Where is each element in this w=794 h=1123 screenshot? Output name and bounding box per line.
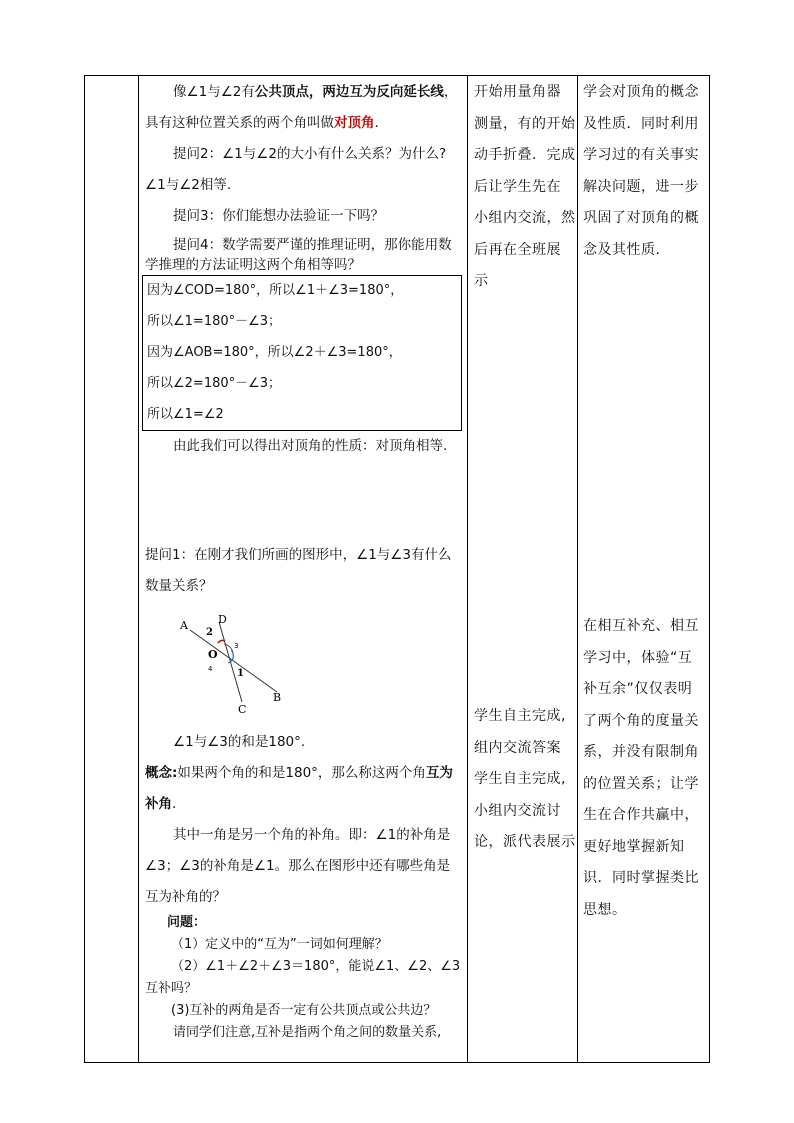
- design-intent-line: 的位置关系；让学: [583, 775, 699, 792]
- question-c: (3)互补的两角是否一定有公共顶点或公共边？: [171, 1003, 437, 1018]
- definition-text-2: 具有这种位置关系的两个角叫做: [145, 115, 334, 131]
- design-intent-line: 生在合作共赢中，: [583, 807, 699, 823]
- label-o: O: [208, 648, 218, 661]
- question-3: 提问3：你们能想办法验证一下吗？: [173, 208, 385, 224]
- proof-line-1: 因为∠COD=180°，所以∠1＋∠3=180°，: [147, 283, 404, 298]
- questions-label: 问题：: [167, 915, 207, 930]
- sum-statement: ∠1与∠3的和是180°.: [173, 734, 306, 750]
- column-divider-3: [577, 75, 578, 1063]
- table-right-border: [709, 75, 710, 1063]
- student-activity-line: 示: [474, 273, 489, 289]
- property-text: 由此我们可以得出对顶角的性质：对顶角相等.: [173, 438, 448, 454]
- vertical-angle-term: 对顶角: [334, 115, 375, 131]
- table-bottom-border: [84, 1062, 710, 1063]
- column-c-bottom: [583, 611, 707, 926]
- design-intent-line: 解决问题，进一步: [583, 178, 699, 195]
- student-activity-line: 动手折叠．完成: [474, 147, 576, 163]
- question-4-block: [145, 235, 463, 275]
- design-intent-line: 念及其性质．: [583, 241, 670, 258]
- design-intent-line: 系，并没有限制角: [583, 744, 699, 760]
- proof-line-2: 所以∠1=180°－∠3；: [147, 314, 282, 329]
- design-intent-line: 学会对顶角的概念: [583, 84, 699, 100]
- table-left-border: [84, 75, 85, 1063]
- concept-period: .: [172, 796, 177, 812]
- design-intent-line: 学习过的有关事实: [583, 147, 699, 163]
- property-block: [145, 436, 463, 456]
- column-b-bottom: [474, 701, 576, 859]
- label-c: C: [238, 703, 247, 716]
- column-b-top: [474, 77, 576, 298]
- complement-paragraph: 其中一角是另一个角的补角。即：∠1的补角是∠3；∠3的补角是∠1。那么在图形中还有哪些角是互为补角的？: [145, 827, 451, 905]
- definition-paragraph: [145, 77, 463, 139]
- design-intent-line: 巩固了对顶角的概: [583, 210, 699, 226]
- student-activity-line: 后再在全班展: [474, 241, 561, 258]
- column-a-top: [145, 77, 463, 232]
- student-activity-line: 后让学生先在: [474, 178, 561, 195]
- design-intent-line: 更好地掌握新知: [583, 838, 685, 855]
- label-d: D: [218, 613, 227, 626]
- concept-paragraph: [145, 758, 463, 820]
- definition-bold: 公共顶点，两边互为反向延长线: [254, 84, 444, 100]
- proof-line-5: 所以∠1=∠2: [147, 407, 224, 422]
- table-top-border: [84, 75, 710, 76]
- note: 请同学们注意,互补是指两个角之间的数量关系,: [173, 1025, 442, 1040]
- definition-comma: ，: [443, 84, 458, 100]
- proof-line-4: 所以∠2=180°－∠3；: [147, 376, 282, 391]
- questions-block: [145, 912, 465, 1044]
- design-intent-line: 学习中，体验“互: [583, 649, 693, 666]
- label-2: 2: [206, 627, 213, 638]
- label-4: 4: [208, 665, 213, 673]
- column-a-bottom: [145, 727, 463, 913]
- label-3: 3: [234, 642, 239, 650]
- answer-2: ∠1与∠2相等.: [145, 177, 232, 193]
- concept-label: 概念:: [145, 765, 178, 781]
- proof-line-3: 因为∠AOB=180°，所以∠2＋∠3=180°，: [147, 345, 402, 360]
- student-activity-line: 学生自主完成,: [474, 708, 566, 724]
- definition-text: 像∠1与∠2有: [173, 84, 255, 100]
- question-2: 提问2：∠1与∠2的大小有什么关系？为什么?: [173, 146, 447, 162]
- angle-arc-2: [218, 640, 225, 643]
- student-activity-line: 论，派代表展示: [474, 834, 576, 850]
- student-activity-line: 开始用量角器: [474, 84, 561, 100]
- question-b: （2）∠1＋∠2＋∠3＝180°，能说∠1、∠2、∠3互补吗？: [145, 959, 461, 996]
- design-intent-line: 识．同时掌握类比: [583, 870, 699, 886]
- design-intent-line: 思想。: [583, 901, 627, 918]
- design-intent-line: 补互余”仅仅表明: [583, 681, 693, 697]
- design-intent-line: 了两个角的度量关: [583, 712, 699, 729]
- student-activity-line: 测量，有的开始: [474, 115, 576, 132]
- question-1-block: [145, 540, 463, 602]
- student-activity-line: 小组内交流讨: [474, 802, 561, 819]
- label-1: 1: [237, 668, 244, 679]
- question-4: 提问4：数学需要严谨的推理证明，那你能用数学推理的方法证明这两个角相等吗？: [145, 237, 452, 273]
- question-a: （1）定义中的“互为”一词如何理解？: [171, 937, 388, 952]
- column-c-top: [583, 77, 707, 266]
- column-divider-1: [138, 75, 139, 1063]
- question-1: 提问1：在刚才我们所画的图形中，∠1与∠3有什么数量关系？: [145, 547, 452, 594]
- line-ab: [190, 630, 277, 692]
- design-intent-line: 在相互补充、相互: [583, 618, 699, 634]
- design-intent-line: 及性质．同时利用: [583, 115, 699, 132]
- column-divider-2: [467, 75, 468, 1063]
- student-activity-line: 学生自主完成,: [474, 771, 566, 787]
- supplementary-term: 互为补角: [145, 765, 453, 812]
- label-a: A: [180, 619, 188, 632]
- proof-box: [142, 275, 462, 431]
- concept-text: 如果两个角的和是180°，那么称这两个角: [177, 765, 426, 781]
- angle-diagram: [170, 610, 300, 720]
- definition-period: .: [374, 115, 379, 131]
- student-activity-line: 小组内交流，然: [474, 210, 576, 226]
- student-activity-line: 组内交流答案: [474, 739, 561, 756]
- label-b: B: [273, 691, 282, 704]
